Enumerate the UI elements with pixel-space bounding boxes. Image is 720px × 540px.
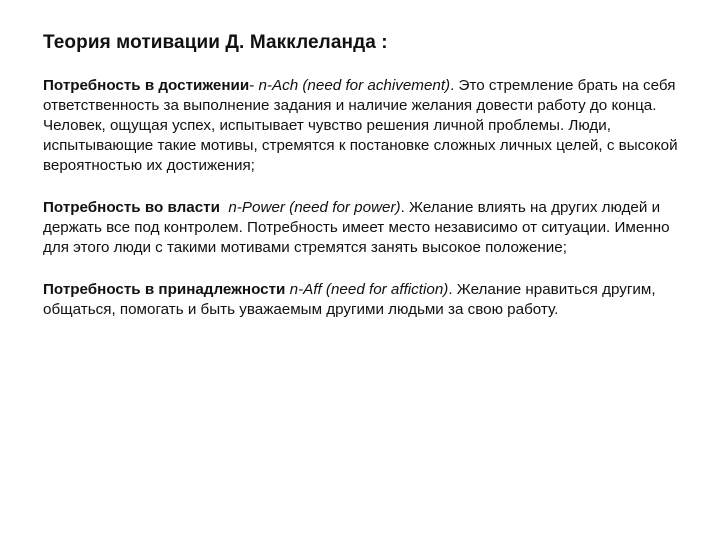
code-achievement: n-Ach (need for achivement) [258,77,451,94]
slide-title: Теория мотивации Д. Макклеланда : [43,32,388,53]
paragraph-affiliation [43,280,693,320]
term-affiliation: Потребность в принадлежности [43,281,286,298]
paragraph-power [43,198,693,258]
separator: - [249,77,259,94]
code-power: n-Power (need for power) [228,199,401,216]
description-affiliation: . Желание нравиться другим, общаться, помогать и быть уважаемым другими людьми за свою работу. [43,281,656,318]
description-power: . Желание влиять на других людей и держать все под контролем. Потребность имеет место независимо от ситуации. Именно для этого люди с такими мотивами стремятся занять высокое положение; [43,199,670,256]
term-power: Потребность во власти [43,199,220,216]
paragraph-achievement [43,76,693,176]
code-affiliation: n-Aff (need for affiction) [289,281,449,298]
term-achievement: Потребность в достижении [43,77,250,94]
slide-content [43,32,693,342]
description-achievement: . Это стремление брать на себя ответственность за выполнение задания и наличие желания довести работу до конца. Человек, ощущая успех, испытывает чувство решения личной проблемы. Люди, испытывающие такие мотивы, стремятся к постановке сложных личных целей, с высокой вероятностью их достижения; [43,77,678,174]
